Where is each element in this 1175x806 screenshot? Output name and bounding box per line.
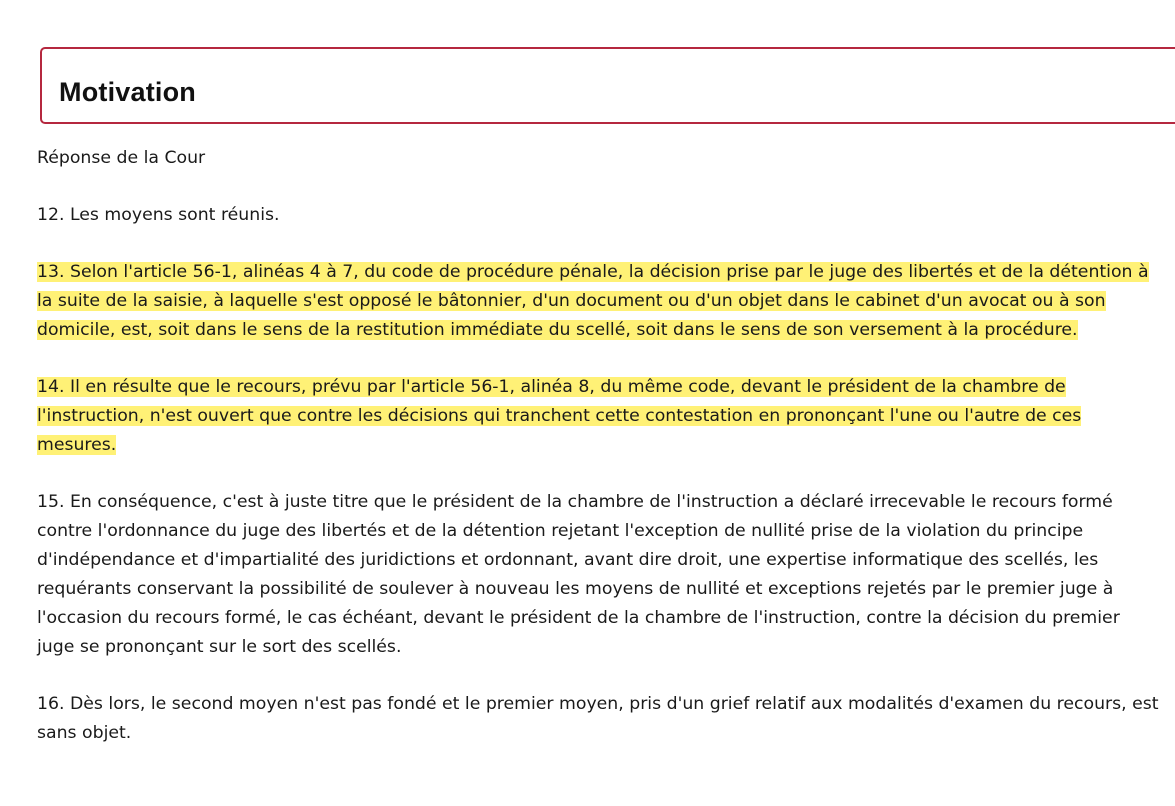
paragraph-text: 12. Les moyens sont réunis. bbox=[37, 205, 280, 225]
section-title: Motivation bbox=[59, 77, 196, 107]
motivation-section-header bbox=[40, 47, 1175, 124]
paragraph-text: Réponse de la Cour bbox=[37, 148, 206, 168]
paragraph-12 bbox=[37, 201, 1162, 230]
paragraph-court-response bbox=[37, 144, 1162, 173]
highlighted-text: 13. Selon l'article 56-1, alinéas 4 à 7, du code de procédure pénale, la décision prise par le juge des libertés et de la détention à la suite de la saisie, à laquelle s'est opposé le bâtonnier, d'un document ou d'un objet dans le cabinet d'un avocat ou à son domicile, est, soit dans le sens de la restitution immédiate du scellé, soit dans le sens de son versement à la procédure. bbox=[37, 262, 1149, 340]
paragraph-15 bbox=[37, 488, 1162, 662]
highlighted-text: 14. Il en résulte que le recours, prévu par l'article 56-1, alinéa 8, du même code, devant le président de la chambre de l'instruction, n'est ouvert que contre les décisions qui tranchent cette contestation en prononçant l'une ou l'autre de ces mesures. bbox=[37, 377, 1082, 455]
paragraph-14 bbox=[37, 373, 1162, 460]
paragraph-text: 16. Dès lors, le second moyen n'est pas fondé et le premier moyen, pris d'un grief relatif aux modalités d'examen du recours, est sans objet. bbox=[37, 694, 1159, 743]
paragraph-text: 15. En conséquence, c'est à juste titre que le président de la chambre de l'instruction a déclaré irrecevable le recours formé contre l'ordonnance du juge des libertés et de la détention rejetant l'exception de nullité prise de la violation du principe d'indépendance et d'impartialité des juridictions et ordonnant, avant dire droit, une expertise informatique des scellés, les requérants conservant la possibilité de soulever à nouveau les moyens de nullité et exceptions rejetés par le premier juge à l'occasion du recours formé, le cas échéant, devant le président de la chambre de l'instruction, contre la décision du premier juge se prononçant sur le sort des scellés. bbox=[37, 492, 1120, 657]
paragraph-13 bbox=[37, 258, 1162, 345]
decision-text bbox=[37, 144, 1162, 776]
paragraph-16 bbox=[37, 690, 1162, 748]
